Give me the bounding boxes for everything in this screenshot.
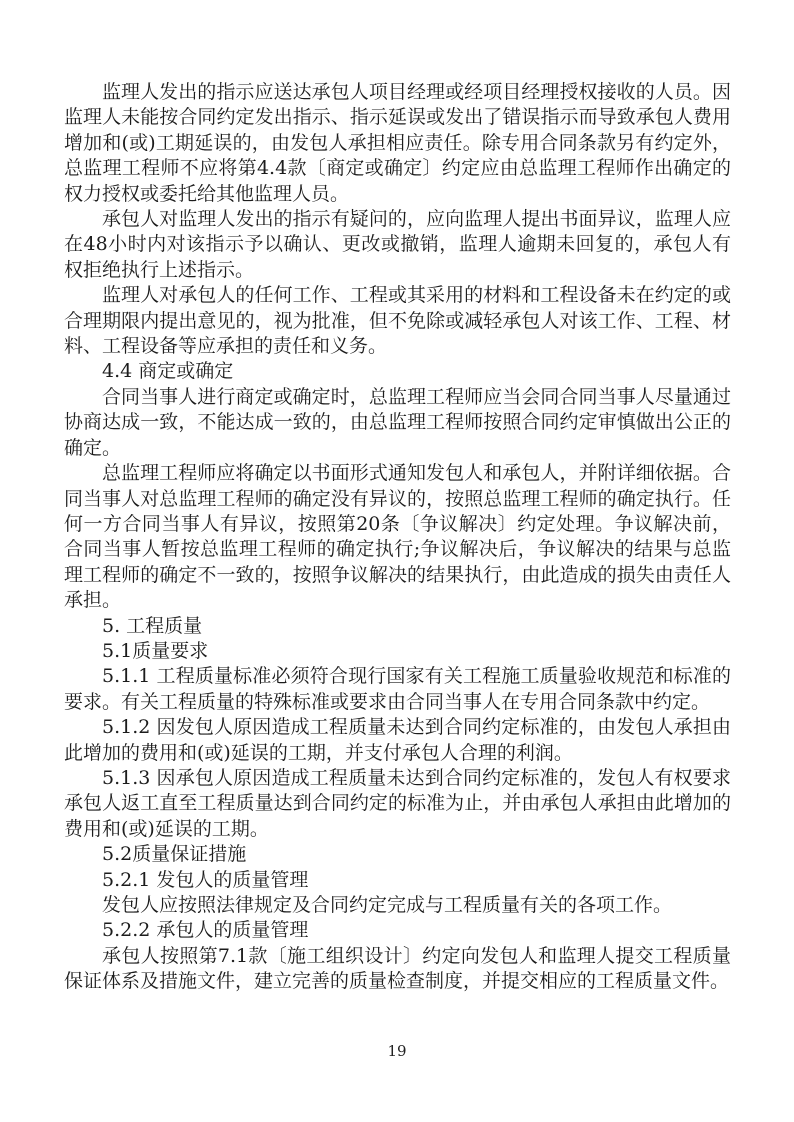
paragraph-supervisor-instructions: 监理人发出的指示应送达承包人项目经理或经项目经理授权接收的人员。因监理人未能按合同约定发出指示、指示延误或发出了错误指示而导致承包人费用增加和(或)工期延误的，由发包人承担相应责任。除专用合同条款另有约定外，总监理工程师不应将第4.4款〔商定或确定〕约定应由总监理工程师作出确定的权力授权或委托给其他监理人员。 — [64, 81, 731, 205]
paragraph-employer-quality: 发包人应按照法律规定及合同约定完成与工程质量有关的各项工作。 — [102, 894, 673, 916]
section-heading-5-2-2: 5.2.2 承包人的质量管理 — [102, 919, 309, 942]
paragraph-deemed-approval: 监理人对承包人的任何工作、工程或其采用的材料和工程设备未在约定的或合理期限内提出意见的，视为批准，但不免除或减轻承包人对该工作、工程、材料、工程设备等应承担的责任和义务。 — [64, 284, 731, 358]
paragraph-contractor-quality: 承包人按照第7.1款〔施工组织设计〕约定向发包人和监理人提交工程质量保证体系及措施文件，建立完善的质量检查制度，并提交相应的工程质量文件。 — [64, 944, 731, 993]
paragraph-determination-notice: 总监理工程师应将确定以书面形式通知发包人和承包人，并附详细依据。合同当事人对总监理工程师的确定没有异议的，按照总监理工程师的确定执行。任何一方合同当事人有异议，按照第20条〔争议解决〕约定处理。争议解决前，合同当事人暂按总监理工程师的确定执行;争议解决后，争议解决的结果与总监理工程师的确定不一致的，按照争议解决的结果执行，由此造成的损失由责任人承担。 — [64, 462, 731, 612]
page-number: 19 — [387, 1042, 407, 1060]
section-heading-5-2: 5.2质量保证措施 — [102, 843, 247, 866]
section-heading-4-4: 4.4 商定或确定 — [102, 360, 234, 383]
section-heading-5-2-1: 5.2.1 发包人的质量管理 — [102, 868, 309, 891]
paragraph-contractor-objection: 承包人对监理人发出的指示有疑问的，应向监理人提出书面异议，监理人应在48小时内对该指示予以确认、更改或撤销，监理人逾期未回复的，承包人有权拒绝执行上述指示。 — [64, 208, 731, 281]
paragraph-5-1-1: 5.1.1 工程质量标准必须符合现行国家有关工程施工质量验收规范和标准的要求。有关工程质量的特殊标准或要求由合同当事人在专用合同条款中约定。 — [64, 665, 731, 713]
paragraph-5-1-3: 5.1.3 因承包人原因造成工程质量未达到合同约定标准的，发包人有权要求承包人返工直至工程质量达到合同约定的标准为止，并由承包人承担由此增加的费用和(或)延误的工期。 — [64, 766, 731, 840]
document-body — [64, 80, 731, 995]
section-heading-5: 5. 工程质量 — [102, 614, 203, 637]
paragraph-determination-process: 合同当事人进行商定或确定时，总监理工程师应当会同合同当事人尽量通过协商达成一致，不能达成一致的，由总监理工程师按照合同约定审慎做出公正的确定。 — [64, 385, 731, 459]
paragraph-5-1-2: 5.1.2 因发包人原因造成工程质量未达到合同约定标准的，由发包人承担由此增加的费用和(或)延误的工期，并支付承包人合理的利润。 — [64, 716, 731, 764]
section-heading-5-1: 5.1质量要求 — [102, 639, 209, 662]
